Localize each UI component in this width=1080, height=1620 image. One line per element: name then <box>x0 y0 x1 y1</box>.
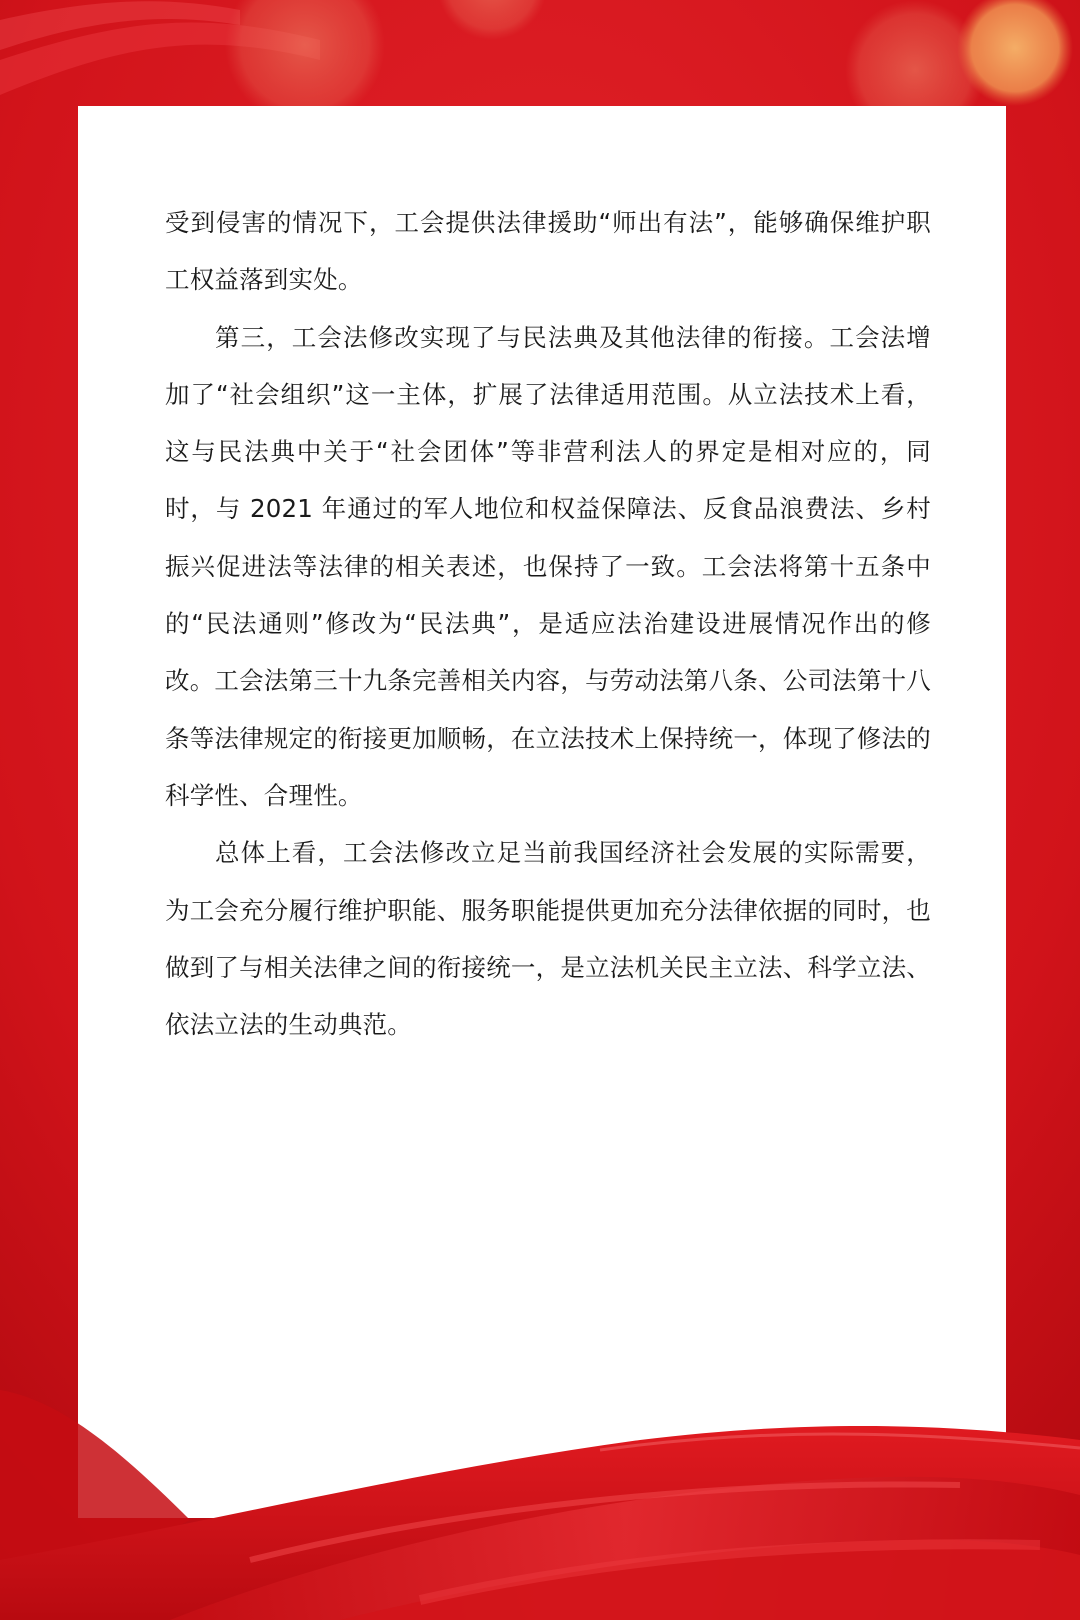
paragraph-2: 第三，工会法修改实现了与民法典及其他法律的衔接。工会法增加了“社会组织”这一主体，扩展了法律适用范围。从立法技术上看，这与民法典中关于“社会团体”等非营利法人的界定是相对应的，同时，与 2021 年通过的军人地位和权益保障法、反食品浪费法、乡村振兴促进法等法律的相关表述，也保持了一致。工会法将第十五条中的“民法通则”修改为“民法典”，是适应法治建设进展情况作出的修改。工会法第三十九条完善相关内容，与劳动法第八条、公司法第十八条等法律规定的衔接更加顺畅，在立法技术上保持统一，体现了修法的科学性、合理性。 <box>165 322 931 810</box>
paragraph-3: 总体上看，工会法修改立足当前我国经济社会发展的实际需要，为工会充分履行维护职能、服务职能提供更加充分法律依据的同时，也做到了与相关法律之间的衔接统一，是立法机关民主立法、科学立法、依法立法的生动典范。 <box>165 838 931 1040</box>
document-page <box>78 106 1006 1518</box>
document-body <box>165 194 931 1053</box>
paragraph-1: 受到侵害的情况下，工会提供法律援助“师出有法”，能够确保维护职工权益落到实处。 <box>165 208 931 295</box>
